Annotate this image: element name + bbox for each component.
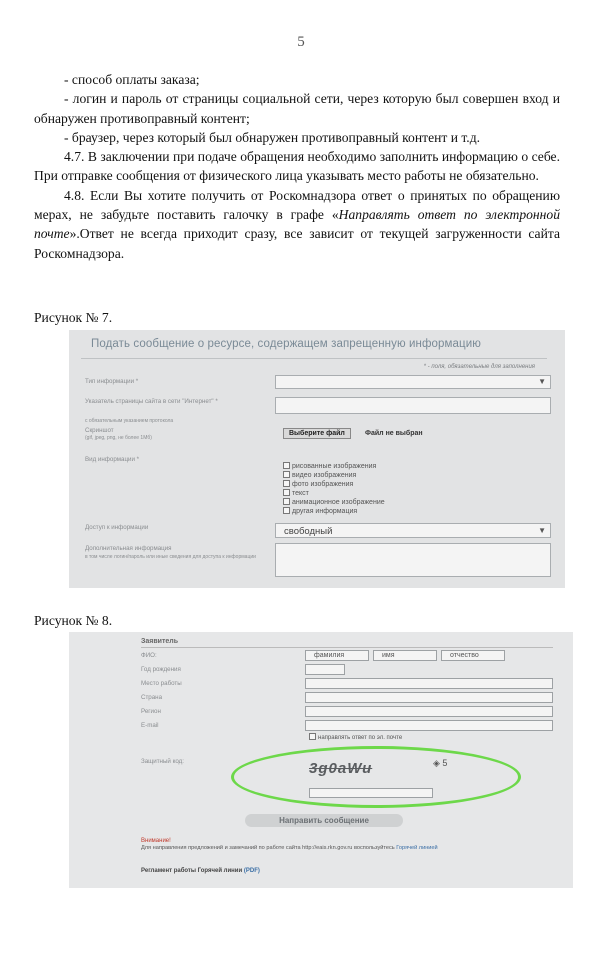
patronymic-input[interactable] [441,650,505,661]
send-message-button[interactable]: Направить сообщение [245,814,403,827]
extra-hint: в том числе логин/пароль или иные сведения для доступа к информации [85,554,256,560]
country-label: Страна [141,694,163,701]
checkbox-photo[interactable] [283,480,353,489]
checkbox-label: фото изображения [292,481,354,488]
captcha-image: 3g0aWu [309,760,373,777]
country-input[interactable] [305,692,553,703]
checkbox-other[interactable] [283,507,357,516]
screenshot-label: Скриншот [85,427,114,434]
checkbox-label: текст [292,490,309,497]
paragraph-4-8-start: 4.8. Если Вы хотите получить от Роскомнадзора ответ о принятых по обращению мерах, не забудьте поставить галочку в графе « [34,187,560,223]
captcha-highlight-oval [231,746,521,808]
surname-input[interactable] [305,650,369,661]
birthyear-label: Год рождения [141,666,181,673]
checkbox-label: анимационное изображение [292,499,385,506]
type-label: Тип информации * [85,378,139,385]
figure8-caption: Рисунок № 8. [34,613,113,628]
figure7-screenshot [69,330,565,588]
paragraph-4-8 [34,186,560,263]
paragraph-4-7: 4.7. В заключении при подаче обращения необходимо заполнить информацию о себе. При отправке сообщения от физического лица указывать место работы не обязательно. [34,149,560,184]
name-placeholder: имя [382,652,395,659]
paragraph-login: - логин и пароль от страницы социальной сети, через которую был совершен вход и обнаружен противоправный контент; [34,91,560,126]
access-label: Доступ к информации [85,524,149,531]
url-input[interactable] [275,397,551,414]
paragraph-4-8-italic: Направлять ответ по электронной почте [34,207,560,242]
extra-label: Дополнительная информация [85,545,172,552]
captcha-refresh[interactable]: ◈ 5 [433,758,448,768]
checkbox-text[interactable] [283,489,309,498]
patronymic-placeholder: отчество [450,652,479,659]
chevron-down-icon: ▼ [538,526,546,535]
chevron-down-icon: ▼ [538,377,546,386]
paragraph-4-8-end: ».Ответ не всегда приходит сразу, все зависит от текущей загруженности сайта Роскомнадзора. [34,226,560,261]
workplace-label: Место работы [141,680,182,687]
regulation-text: Регламент работы Горячей линии [141,868,243,874]
url-hint: с обязательным указанием протокола [85,418,174,424]
paragraph-browser: - браузер, через который был обнаружен противоправный контент и т.д. [64,129,481,145]
regulation-line [141,868,260,874]
form-title: Подать сообщение о ресурсе, содержащем запрещенную информацию [91,338,481,350]
page-number: 5 [297,34,305,50]
email-reply-checkbox[interactable] [309,733,402,742]
url-label: Указатель страницы сайта в сети "Интернет" * [85,398,218,405]
email-input[interactable] [305,720,553,731]
paragraph-payment: - способ оплаты заказа; [64,72,200,87]
body-text [34,70,560,263]
access-value: свободный [284,526,333,537]
fio-label: ФИО: [141,652,157,659]
figure8-screenshot [69,632,573,888]
required-note: * - поля, обязательные для заполнения [423,364,535,370]
checkbox-label: видео изображения [292,472,357,479]
checkbox-animation[interactable] [283,498,385,507]
email-label: E-mail [141,722,159,729]
hotline-note [141,845,551,852]
captcha-extra: 5 [442,758,448,768]
figure7-caption: Рисунок № 7. [34,310,113,325]
divider [141,647,553,648]
checkbox-drawings[interactable] [283,462,376,471]
hotline-link[interactable]: Горячей линией [396,845,438,851]
screenshot-hint: (gif, jpeg, png, не более 1Мб) [85,435,152,441]
captcha-label: Защитный код: [141,758,185,765]
surname-placeholder: фамилия [314,652,345,659]
access-select[interactable] [275,523,551,538]
birthyear-input[interactable] [305,664,345,675]
captcha-input[interactable] [309,788,433,798]
applicant-heading: Заявитель [141,638,179,645]
name-input[interactable] [373,650,437,661]
choose-file-button[interactable]: Выберите файл [283,428,351,439]
divider [81,358,547,359]
kind-label: Вид информации * [85,456,140,463]
file-status: Файл не выбран [365,430,423,437]
extra-textarea[interactable] [275,543,551,577]
email-reply-label: направлять ответ по эл. почте [318,735,403,741]
regulation-pdf-link[interactable]: (PDF) [243,868,260,874]
warning-label: Внимание! [141,838,171,844]
region-label: Регион [141,708,161,715]
checkbox-label: рисованные изображения [292,463,377,470]
region-input[interactable] [305,706,553,717]
type-select[interactable] [275,375,551,389]
checkbox-label: другая информация [292,508,358,515]
workplace-input[interactable] [305,678,553,689]
checkbox-video[interactable] [283,471,356,480]
hotline-note-text: Для направления предложений и замечаний по работе сайта http://eais.rkn.gov.ru воспользуйтесь [141,845,395,851]
